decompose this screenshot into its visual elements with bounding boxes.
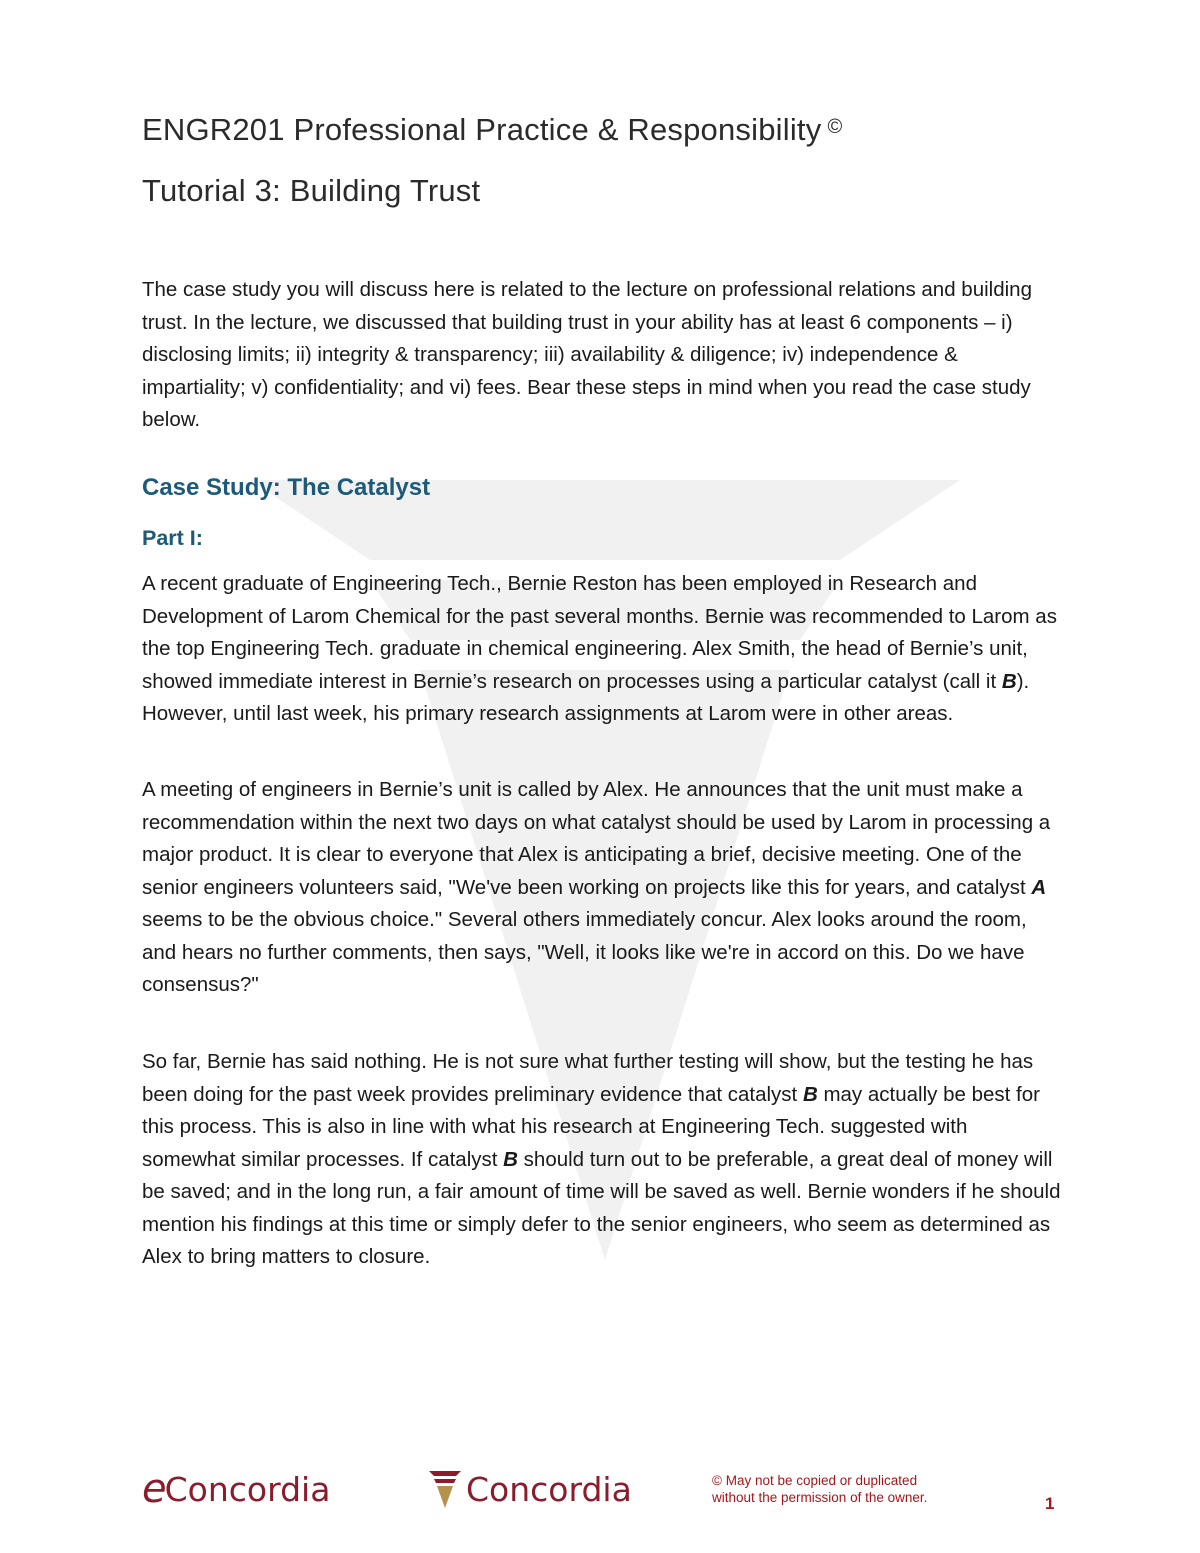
catalyst-b-label: B	[1001, 669, 1017, 693]
logo-text: Concordia	[466, 1469, 632, 1509]
page-number: 1	[1045, 1494, 1055, 1513]
logo-e-letter: e	[142, 1466, 167, 1512]
part-heading: Part I:	[142, 526, 203, 550]
catalyst-a-label: A	[1031, 875, 1047, 899]
case-paragraph-3	[142, 1046, 1062, 1274]
intro-paragraph: The case study you will discuss here is related to the lecture on professional relations and building trust. In the lecture, we discussed that building trust in your ability has at least 6 components – i) disclosing limits; ii) integrity & transparency; iii) availability & diligence; iv) independence & impartiality; v) confidentiality; and vi) fees. Bear these steps in mind when you read the case study below.	[142, 278, 1032, 431]
case-paragraph-2	[142, 774, 1062, 1002]
catalyst-b-label: B	[802, 1082, 818, 1106]
concordia-logo	[428, 1468, 632, 1510]
p1-text-a: A recent graduate of Engineering Tech., Bernie Reston has been employed in Research and Development of Larom Chemical for the past several months. Bernie was recommended to Larom as the top Engineering Tech. graduate in chemical engineering. Alex Smith, the head of Bernie’s unit, showed immediate interest in Bernie’s research on processes using a particular catalyst (call it	[142, 572, 1057, 693]
title-text: ENGR201 Professional Practice & Responsibility	[142, 112, 822, 147]
p1-text-c: ). However, until last week, his primary research assignments at Larom were in other areas.	[142, 669, 1030, 725]
p2-text-a: A meeting of engineers in Bernie’s unit is called by Alex. He announces that the unit must make a recommendation within the next two days on what catalyst should be used by Larom in processing a major product. It is clear to everyone that Alex is anticipating a brief, decisive meeting. One of the senior engineers volunteers said, "We've been working on projects like this for years, and catalyst	[142, 778, 1051, 899]
document-title	[142, 112, 842, 148]
concordia-shield-icon	[428, 1469, 462, 1509]
p3-text-a: So far, Bernie has said nothing. He is not sure what further testing will show, but the testing he has been doing for the past week provides preliminary evidence that catalyst	[142, 1050, 1034, 1106]
econcordia-logo	[142, 1468, 330, 1510]
tutorial-title: Tutorial 3: Building Trust	[142, 173, 481, 208]
copyright-notice	[712, 1472, 927, 1506]
notice-line-1: © May not be copied or duplicated	[712, 1473, 918, 1488]
copyright-symbol: ©	[827, 116, 843, 138]
logo-text: Concordia	[164, 1469, 331, 1509]
p3-text-c: may actually be best for this process. This is also in line with what his research at Engineering Tech. suggested with somewhat similar processes. If catalyst	[142, 1082, 1040, 1171]
notice-line-2: without the permission of the owner.	[712, 1490, 928, 1505]
catalyst-b-label: B	[503, 1147, 518, 1171]
p3-text-d: should turn out to be preferable, a great deal of money will be saved; and in the long run, a fair amount of time will be saved as well. Bernie wonders if he should mention his findings at this time or simply defer to the senior engineers, who seem as determined as Alex to bring matters to closure.	[142, 1147, 1061, 1268]
p2-text-c: seems to be the obvious choice." Several others immediately concur. Alex looks around the room, and hears no further comments, then says, "Well, it looks like we're in accord on this. Do we have consensus?"	[142, 908, 1027, 996]
case-paragraph-1	[142, 568, 1062, 731]
case-study-heading: Case Study: The Catalyst	[142, 474, 431, 501]
